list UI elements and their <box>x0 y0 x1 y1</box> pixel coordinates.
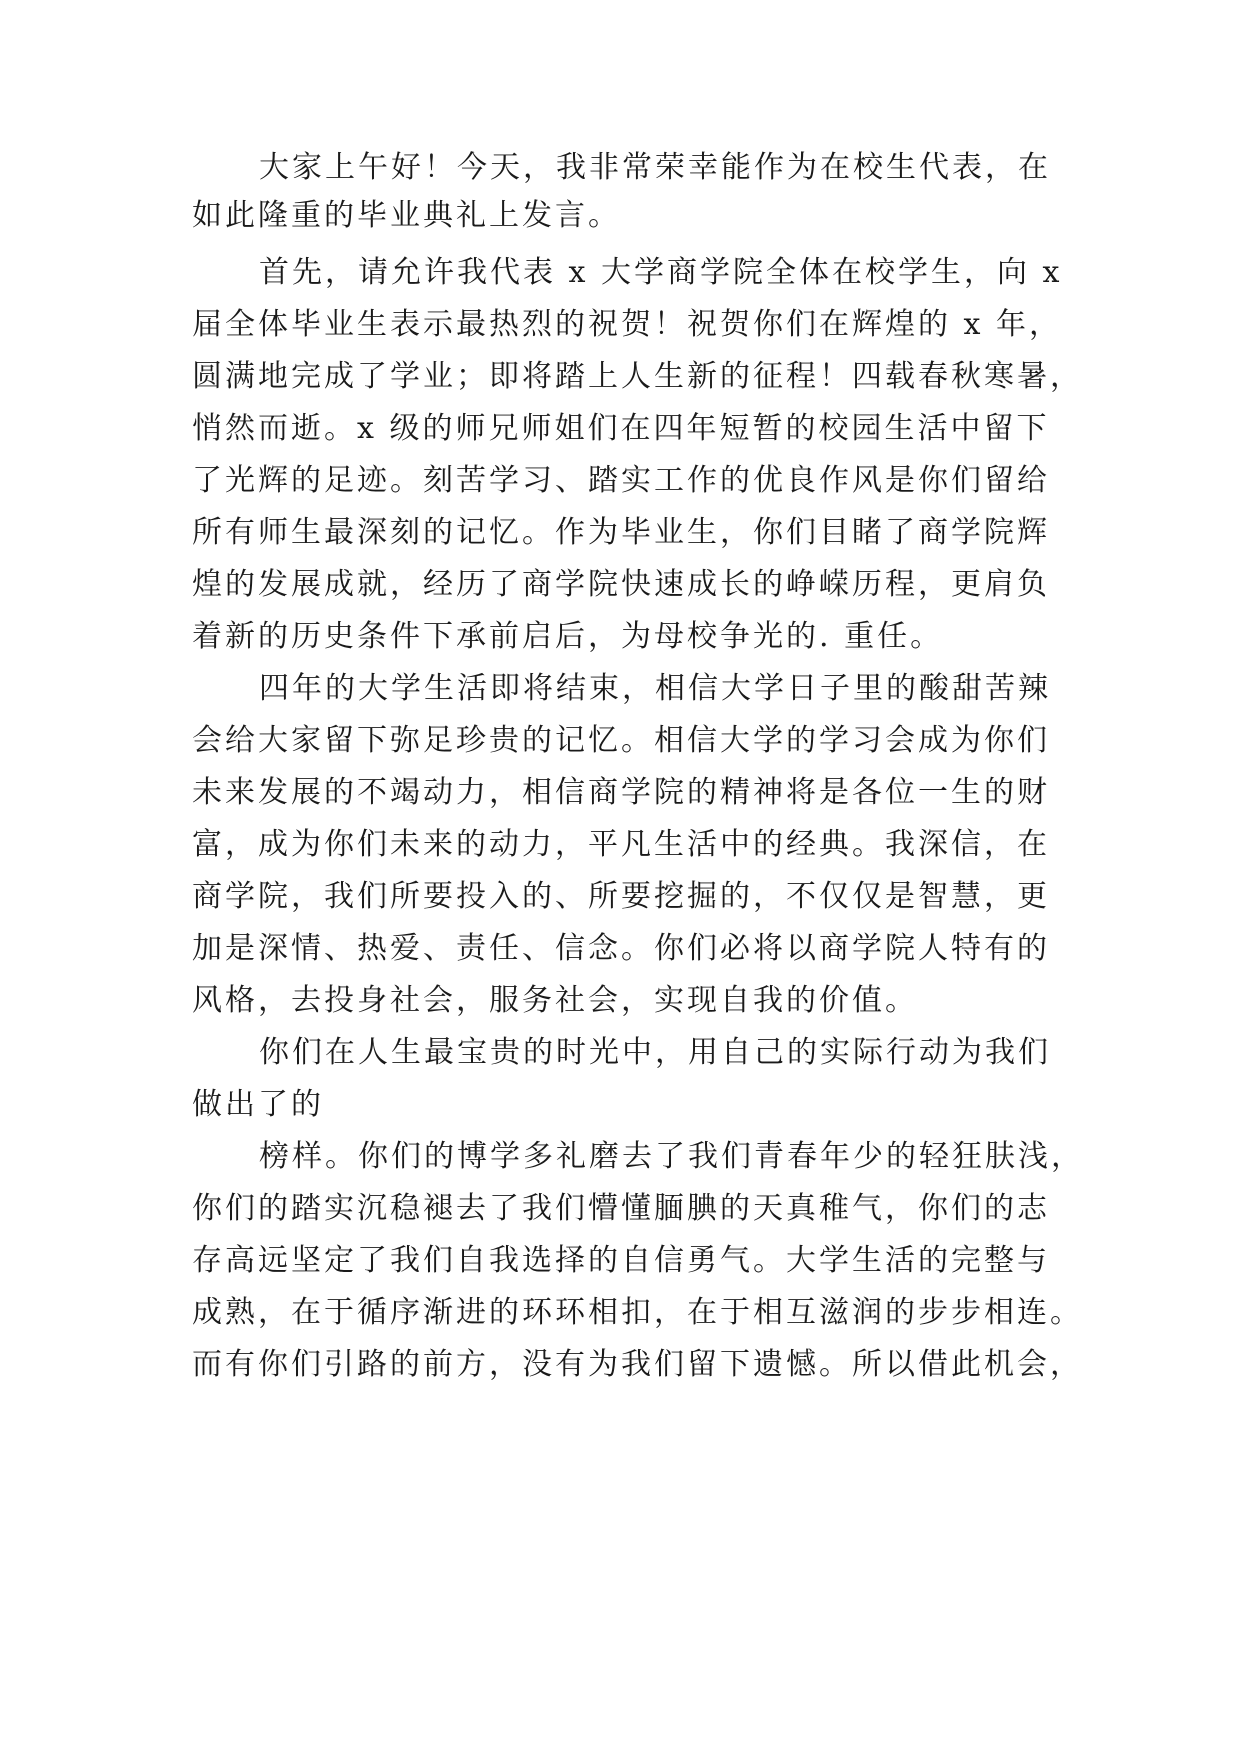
text-line: 而有你们引路的前方，没有为我们留下遗憾。所以借此机会， <box>192 1347 1083 1382</box>
text-line: 榜样。你们的博学多礼磨去了我们青春年少的轻狂肤浅， <box>259 1139 1084 1174</box>
text-line: 圆满地完成了学业；即将踏上人生新的征程！四载春秋寒暑， <box>192 359 1083 394</box>
text-line: 着新的历史条件下承前启后，为母校争光的. 重任。 <box>192 619 944 654</box>
text-line: 风格，去投身社会，服务社会，实现自我的价值。 <box>192 983 918 1018</box>
text-line: 了光辉的足迹。刻苦学习、踏实工作的优良作风是你们留给 <box>192 463 1050 498</box>
text-line: 四年的大学生活即将结束，相信大学日子里的酸甜苦辣 <box>259 671 1051 706</box>
text-line: 所有师生最深刻的记忆。作为毕业生，你们目睹了商学院辉 <box>192 515 1050 550</box>
text-line: 存高远坚定了我们自我选择的自信勇气。大学生活的完整与 <box>192 1243 1050 1278</box>
text-line: 首先，请允许我代表 x 大学商学院全体在校学生，向 x <box>259 255 1063 290</box>
text-line: 悄然而逝。x 级的师兄师姐们在四年短暂的校园生活中留下 <box>192 411 1050 446</box>
text-line: 煌的发展成就，经历了商学院快速成长的峥嵘历程，更肩负 <box>192 567 1050 602</box>
text-line: 届全体毕业生表示最热烈的祝贺！祝贺你们在辉煌的 x 年， <box>192 307 1062 342</box>
text-line: 加是深情、热爱、责任、信念。你们必将以商学院人特有的 <box>192 931 1050 966</box>
text-line: 大家上午好！今天，我非常荣幸能作为在校生代表，在 <box>259 150 1051 185</box>
text-line: 会给大家留下弥足珍贵的记忆。相信大学的学习会成为你们 <box>192 723 1050 758</box>
text-line: 成熟，在于循序渐进的环环相扣，在于相互滋润的步步相连。 <box>192 1295 1083 1330</box>
text-line: 富，成为你们未来的动力，平凡生活中的经典。我深信，在 <box>192 827 1050 862</box>
text-line: 如此隆重的毕业典礼上发言。 <box>192 198 621 233</box>
text-line: 未来发展的不竭动力，相信商学院的精神将是各位一生的财 <box>192 775 1050 810</box>
text-line: 你们在人生最宝贵的时光中，用自己的实际行动为我们 <box>259 1035 1051 1070</box>
text-line: 商学院，我们所要投入的、所要挖掘的，不仅仅是智慧，更 <box>192 879 1050 914</box>
text-line: 你们的踏实沉稳褪去了我们懵懂腼腆的天真稚气，你们的志 <box>192 1191 1050 1226</box>
text-line: 做出了的 <box>192 1087 324 1122</box>
